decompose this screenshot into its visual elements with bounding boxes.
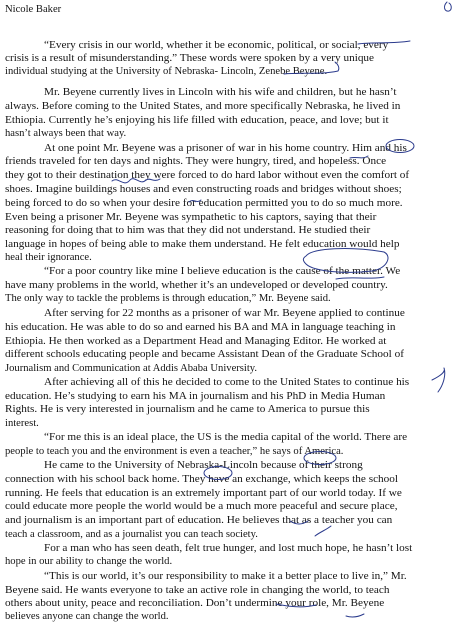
text-line: At one point Mr. Beyene was a prisoner of war in his home country. Him and his (44, 143, 407, 154)
text-line: have many problems in the world, whether it’s an undeveloped or developed country. (5, 280, 388, 291)
text-line: hasn’t always been that way. (5, 128, 127, 139)
author-name: Nicole Baker (5, 4, 62, 15)
text-line: “This is our world, it’s our responsibility to make it a better place to live in,” Mr. (44, 571, 407, 582)
text-line: Ethiopia. He then worked as a Department Head and Managing Editor. He worked at (5, 336, 387, 347)
text-line: He came to the University of Nebraska-Lincoln because of their strong (44, 460, 363, 471)
text-line: education. He’s studying to earn his MA in journalism and his PhD in Media Human (5, 391, 386, 402)
margin-arrow-mark (432, 368, 445, 392)
text-line: For a man who has seen death, felt true hunger, and lost much hope, he hasn’t lost (44, 543, 413, 554)
text-line: individual studying at the University of Nebraska- Lincoln, Zenebe Beyene. (5, 66, 328, 77)
text-line: teach a classroom, and as a journalist you can teach society. (5, 529, 258, 540)
text-line: interest. (5, 418, 39, 429)
text-line: After serving for 22 months as a prisoner of war Mr. Beyene applied to continue (44, 308, 405, 319)
text-line: could educate more people the world would be a much more peaceful and secure place, (5, 501, 398, 512)
text-line: and journalism is an important part of education. He believes that as a teacher you can (5, 515, 393, 526)
text-line: they got to their destination they were forced to do hard labor without even the comfort of (5, 170, 410, 181)
text-line: his education. He was able to do so and earned his BA and MA in language teaching in (5, 322, 396, 333)
text-line: After achieving all of this he decided to come to the United States to continue his (44, 377, 410, 388)
text-line: running. He feels that education is an extremely important part of our world today. If we (5, 488, 402, 499)
text-line: “For me this is an ideal place, the US is the media capital of the world. There are (44, 432, 408, 443)
text-line: reasoning for doing that to him was that they did not understand. He studied their (5, 225, 371, 236)
text-line: Rights. He is very interested in journalism and he came to America to pursue this (5, 404, 370, 415)
text-line: shoes. Imagine buildings houses and even constructing roads and bridges without shoes; (5, 184, 402, 195)
text-line: others about unity, peace and reconciliation. Don’t undermine your role, Mr. Beyene (5, 598, 385, 609)
text-line: hope in our ability to change the world. (5, 556, 173, 567)
corner-scribble-mark (445, 2, 452, 11)
text-line: “For a poor country like mine I believe education is the cause of the matter. We (44, 266, 401, 277)
text-line: language in hopes of being able to make them understand. He felt education would help (5, 239, 400, 250)
tick-mark-bottom (346, 614, 364, 617)
text-line: always. Before coming to the United States, and more specifically Nebraska, he lived in (5, 101, 401, 112)
text-line: “Every crisis in our world, whether it be economic, political, or social, every (44, 40, 389, 51)
text-line: Journalism and Communication at Addis Ababa University. (5, 363, 258, 374)
text-line: believes anyone can change the world. (5, 611, 169, 622)
text-line: The only way to tackle the problems is through education,” Mr. Beyene said. (5, 293, 331, 304)
text-line: people to teach you and the environment is even a teacher,” he says of America. (5, 446, 344, 457)
text-line: friends traveled for ten days and nights. They were hungry, tired, and hopeless. Once (5, 156, 387, 167)
text-line: Mr. Beyene currently lives in Lincoln with his wife and children, but he hasn’t (44, 87, 397, 98)
text-line: connection with his school back home. They have an exchange, which keeps the school (5, 474, 399, 485)
text-line: crisis is a result of misunderstanding.” These words were spoken by a very unique (5, 53, 375, 64)
text-line: different schools educating people and became Assistant Dean of the Graduate School of (5, 349, 404, 360)
text-line: Beyene said. He wants everyone to take an active role in changing the world, to teach (5, 585, 390, 596)
text-line: Ethiopia. Currently he’s enjoying his life filled with education, peace, and love; but it (5, 115, 389, 126)
text-line: being forced to do so when your desire for education permitted you to do so much more. (5, 198, 403, 209)
text-line: Even being a prisoner Mr. Beyene was sympathetic to his captors, saying that their (5, 212, 377, 223)
insertion-mark-society (315, 526, 331, 536)
text-line: heal their ignorance. (5, 252, 92, 263)
